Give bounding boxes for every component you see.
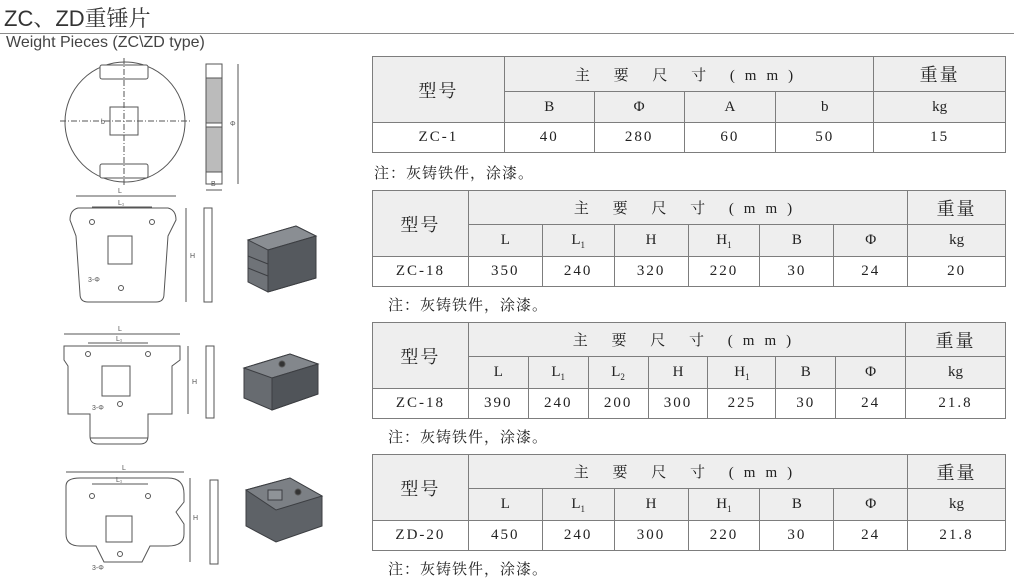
value-cell: 240 (528, 389, 588, 419)
value-cell: 225 (708, 389, 776, 419)
spec-table-zc1 (372, 56, 1006, 153)
model-header: 型号 (373, 455, 469, 521)
zc1-front-view (60, 58, 190, 186)
zc18b-h-label: H (192, 379, 198, 386)
note-zc18: 注：灰铸铁件，涂漆。 (388, 298, 549, 314)
value-cell: 24 (836, 389, 906, 419)
page-subtitle: Weight Pieces (ZC\ZD type) (6, 34, 205, 51)
value-cell: 320 (614, 257, 688, 287)
col-phi: Φ (594, 92, 684, 123)
value-cell: 24 (834, 257, 908, 287)
weight-cell: 21.8 (906, 389, 1006, 419)
model-header: 型号 (373, 191, 469, 257)
col-h: H (614, 489, 688, 521)
zc18b-l-label: L (118, 326, 122, 333)
value-cell: 30 (776, 389, 836, 419)
zc18-h-label: H (190, 253, 196, 260)
value-cell: 300 (614, 521, 688, 551)
weight-header: 重量 (874, 57, 1006, 92)
col-b: B (776, 357, 836, 389)
col-l: L (468, 225, 542, 257)
zc18b-l1-label: L₁ (116, 336, 123, 343)
zd20-photo (246, 478, 322, 542)
zc18-hole-label: 3-Φ (88, 277, 100, 284)
zc18b-hole-label: 3-Φ (92, 405, 104, 412)
zc18b-front-view (64, 334, 188, 444)
zc18-l-label: L (118, 188, 122, 195)
table-row (373, 123, 1006, 153)
table-row (373, 257, 1006, 287)
spec-table-zd20 (372, 454, 1006, 551)
note-zc1: 注：灰铸铁件，涂漆。 (374, 166, 535, 182)
col-l1: $L_1$ (542, 489, 614, 521)
value-cell: 30 (760, 257, 834, 287)
zc1-small-b-label: b (101, 119, 105, 126)
weight-unit: kg (908, 489, 1006, 521)
model-header: 型号 (373, 57, 505, 123)
col-l1: $L_1$ (542, 225, 614, 257)
zc1-phi-label: Φ (230, 121, 236, 128)
col-h: H (614, 225, 688, 257)
col-phi: Φ (834, 225, 908, 257)
value-cell: 240 (542, 521, 614, 551)
col-h: H (648, 357, 708, 389)
spec-table-zc18-l2 (372, 322, 1006, 419)
zc18-side-view (204, 208, 212, 302)
note-zc18-l2: 注：灰铸铁件，涂漆。 (388, 430, 549, 446)
value-cell: 200 (588, 389, 648, 419)
col-a: A (684, 92, 776, 123)
col-b: B (504, 92, 594, 123)
value-cell: 280 (594, 123, 684, 153)
technical-drawings (0, 50, 360, 579)
col-phi: Φ (836, 357, 906, 389)
model-header: 型号 (373, 323, 469, 389)
value-cell: 50 (776, 123, 874, 153)
dims-header: 主 要 尺 寸 (mm) (468, 191, 907, 225)
value-cell: 60 (684, 123, 776, 153)
col-h1: $H_1$ (708, 357, 776, 389)
col-b: B (760, 489, 834, 521)
col-h1: $H_1$ (688, 225, 760, 257)
weight-cell: 20 (908, 257, 1006, 287)
zd20-h-label: H (193, 515, 199, 522)
table-row (373, 521, 1006, 551)
col-b: B (760, 225, 834, 257)
value-cell: 240 (542, 257, 614, 287)
col-phi: Φ (834, 489, 908, 521)
weight-cell: 15 (874, 123, 1006, 153)
weight-header: 重量 (908, 455, 1006, 489)
col-l2: $L_2$ (588, 357, 648, 389)
value-cell: 40 (504, 123, 594, 153)
weight-unit: kg (908, 225, 1006, 257)
value-cell: 450 (468, 521, 542, 551)
zd20-l1-label: L₁ (116, 477, 123, 484)
zd20-side-view (210, 480, 218, 564)
model-cell: ZD-20 (373, 521, 469, 551)
dims-header: 主 要 尺 寸 (mm) (468, 455, 907, 489)
weight-header: 重量 (906, 323, 1006, 357)
spec-table-zc18 (372, 190, 1006, 287)
col-l1: $L_1$ (528, 357, 588, 389)
weight-cell: 21.8 (908, 521, 1006, 551)
dims-header: 主 要 尺 寸 (mm) (468, 323, 905, 357)
model-cell: ZC-18 (373, 389, 469, 419)
model-cell: ZC-1 (373, 123, 505, 153)
zd20-hole-label: 3-Φ (92, 565, 104, 572)
value-cell: 220 (688, 257, 760, 287)
zc18b-side-view (206, 346, 214, 418)
page-title: ZC、ZD重锤片 (4, 6, 151, 31)
col-l: L (468, 357, 528, 389)
value-cell: 300 (648, 389, 708, 419)
zd20-l-label: L (122, 465, 126, 472)
weight-unit: kg (874, 92, 1006, 123)
zc18-l1-label: L₁ (118, 200, 125, 207)
col-small-b: b (776, 92, 874, 123)
col-l: L (468, 489, 542, 521)
zc1-b-label: B (211, 181, 216, 188)
zd20-front-view (66, 472, 190, 562)
value-cell: 220 (688, 521, 760, 551)
value-cell: 350 (468, 257, 542, 287)
col-h1: $H_1$ (688, 489, 760, 521)
weight-header: 重量 (908, 191, 1006, 225)
table-row (373, 389, 1006, 419)
zc18-front-view (70, 196, 186, 302)
dims-header: 主 要 尺 寸 (mm) (504, 57, 873, 92)
zc18-photo (248, 226, 316, 292)
model-cell: ZC-18 (373, 257, 469, 287)
zc18b-photo (244, 354, 318, 410)
value-cell: 390 (468, 389, 528, 419)
note-zd20: 注：灰铸铁件，涂漆。 (388, 562, 549, 578)
value-cell: 30 (760, 521, 834, 551)
weight-unit: kg (906, 357, 1006, 389)
value-cell: 24 (834, 521, 908, 551)
